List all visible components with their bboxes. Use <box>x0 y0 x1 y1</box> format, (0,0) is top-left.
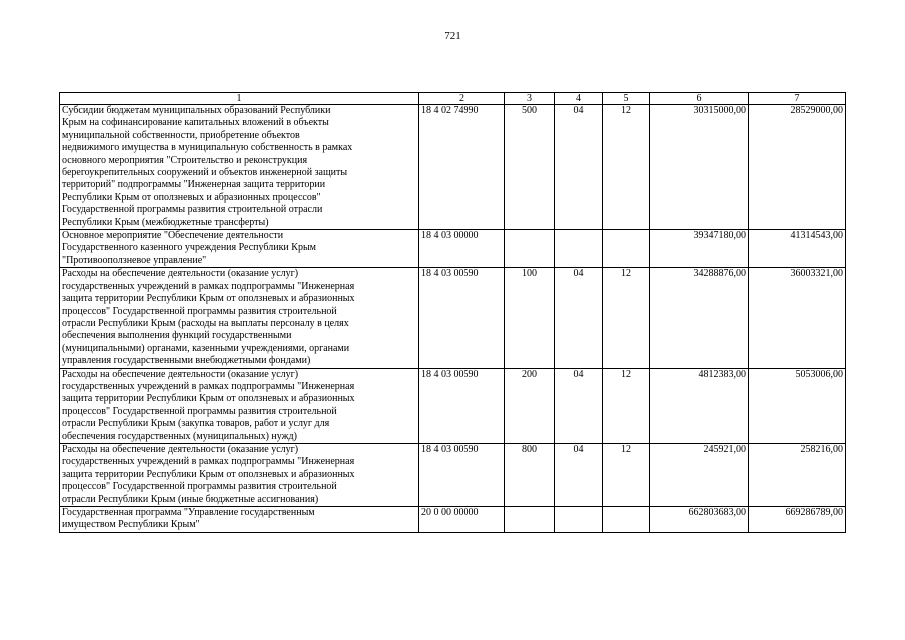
row-description <box>60 507 419 533</box>
expense-type-code: 800 <box>505 443 555 506</box>
budget-table <box>59 92 846 533</box>
row-description <box>60 268 419 368</box>
description-line: (муниципальными) органами, казенными учреждениями, органами <box>62 342 350 354</box>
amount-column-7: 41314543,00 <box>749 230 846 268</box>
description-line: Расходы на обеспечение деятельности (оказание услуг) <box>62 368 299 380</box>
column-header-6: 6 <box>650 93 749 105</box>
classification-code: 18 4 02 74990 <box>419 105 505 230</box>
description-line: защита территории Республики Крым от оползневых и абразионных <box>62 293 355 305</box>
subsection-code: 12 <box>603 443 650 506</box>
classification-code: 18 4 03 00590 <box>419 268 505 368</box>
subsection-code <box>603 507 650 533</box>
classification-code: 18 4 03 00590 <box>419 443 505 506</box>
description-line: обеспечения выполнения функций государственными <box>62 330 292 342</box>
amount-column-6: 34288876,00 <box>650 268 749 368</box>
description-line: основного мероприятия "Строительство и реконструкция <box>62 154 308 166</box>
description-line: отрасли Республики Крым (расходы на выплаты персоналу в целях <box>62 317 349 329</box>
classification-code: 20 0 00 00000 <box>419 507 505 533</box>
expense-type-code <box>505 230 555 268</box>
table-row <box>60 230 846 268</box>
section-code: 04 <box>555 368 603 443</box>
section-code <box>555 507 603 533</box>
description-line: "Противооползневое управление" <box>62 254 207 266</box>
classification-code: 18 4 03 00590 <box>419 368 505 443</box>
subsection-code <box>603 230 650 268</box>
amount-column-7: 258216,00 <box>749 443 846 506</box>
table-row <box>60 105 846 230</box>
description-line: Субсидии бюджетам муниципальных образований Республики <box>62 105 331 116</box>
description-line: Республики Крым (межбюджетные трансферты) <box>62 216 269 228</box>
row-description <box>60 230 419 268</box>
page-number: 721 <box>444 30 461 42</box>
description-line: защита территории Республики Крым от оползневых и абразионных <box>62 468 355 480</box>
section-code: 04 <box>555 105 603 230</box>
description-line: Расходы на обеспечение деятельности (оказание услуг) <box>62 443 299 455</box>
amount-column-6: 4812383,00 <box>650 368 749 443</box>
section-code <box>555 230 603 268</box>
section-code: 04 <box>555 268 603 368</box>
description-line: государственных учреждений в рамках подпрограммы "Инженерная <box>62 280 355 292</box>
header-row <box>60 93 846 105</box>
table-row <box>60 443 846 506</box>
description-line: Государственная программа "Управление государственным <box>62 507 315 518</box>
description-line: Государственной программы развития строительной отрасли <box>62 204 323 216</box>
description-line: обеспечения государственных (муниципальных) нужд) <box>62 430 297 442</box>
column-header-7: 7 <box>749 93 846 105</box>
amount-column-7: 669286789,00 <box>749 507 846 533</box>
amount-column-7: 5053006,00 <box>749 368 846 443</box>
description-line: управления государственными внебюджетными фондами) <box>62 355 311 367</box>
table-row <box>60 268 846 368</box>
amount-column-6: 245921,00 <box>650 443 749 506</box>
description-line: Основное мероприятие "Обеспечение деятельности <box>62 230 284 242</box>
amount-column-6: 39347180,00 <box>650 230 749 268</box>
amount-column-6: 30315000,00 <box>650 105 749 230</box>
description-line: отрасли Республики Крым (иные бюджетные ассигнования) <box>62 493 319 505</box>
description-line: государственных учреждений в рамках подпрограммы "Инженерная <box>62 380 355 392</box>
description-line: государственных учреждений в рамках подпрограммы "Инженерная <box>62 456 355 468</box>
description-line: территорий" подпрограммы "Инженерная защита территории <box>62 179 326 191</box>
column-header-4: 4 <box>555 93 603 105</box>
row-description <box>60 105 419 230</box>
description-line: процессов" Государственной программы развития строительной <box>62 305 337 317</box>
row-description <box>60 443 419 506</box>
column-header-1: 1 <box>60 93 419 105</box>
column-header-5: 5 <box>603 93 650 105</box>
description-line: Республики Крым от оползневых и абразионных процессов" <box>62 191 321 203</box>
subsection-code: 12 <box>603 368 650 443</box>
description-line: Расходы на обеспечение деятельности (оказание услуг) <box>62 268 299 280</box>
expense-type-code: 500 <box>505 105 555 230</box>
description-line: процессов" Государственной программы развития строительной <box>62 405 337 417</box>
expense-type-code <box>505 507 555 533</box>
column-header-2: 2 <box>419 93 505 105</box>
classification-code: 18 4 03 00000 <box>419 230 505 268</box>
column-header-3: 3 <box>505 93 555 105</box>
section-code: 04 <box>555 443 603 506</box>
expense-type-code: 100 <box>505 268 555 368</box>
amount-column-7: 28529000,00 <box>749 105 846 230</box>
amount-column-6: 662803683,00 <box>650 507 749 533</box>
description-line: Крым на софинансирование капитальных вложений в объекты <box>62 117 329 129</box>
subsection-code: 12 <box>603 105 650 230</box>
description-line: отрасли Республики Крым (закупка товаров, работ и услуг для <box>62 418 330 430</box>
row-description <box>60 368 419 443</box>
subsection-code: 12 <box>603 268 650 368</box>
description-line: защита территории Республики Крым от оползневых и абразионных <box>62 393 355 405</box>
table-row <box>60 368 846 443</box>
description-line: берегоукрепительных сооружений и объектов инженерной защиты <box>62 167 348 179</box>
description-line: Государственного казенного учреждения Республики Крым <box>62 242 316 254</box>
description-line: имуществом Республики Крым" <box>62 519 200 531</box>
description-line: муниципальной собственности, приобретение объектов <box>62 129 300 141</box>
description-line: недвижимого имущества в муниципальную собственность в рамках <box>62 142 353 154</box>
table-row <box>60 507 846 533</box>
description-line: процессов" Государственной программы развития строительной <box>62 481 337 493</box>
amount-column-7: 36003321,00 <box>749 268 846 368</box>
expense-type-code: 200 <box>505 368 555 443</box>
table-header <box>60 93 846 105</box>
table-body <box>60 105 846 533</box>
